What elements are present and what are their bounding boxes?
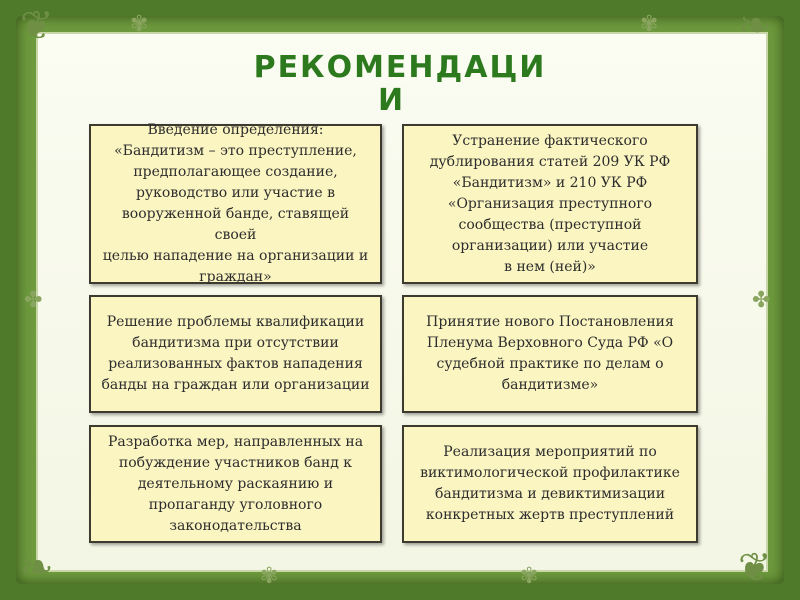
vine-icon: ✾ — [130, 12, 149, 37]
vine-icon: ✾ — [520, 564, 539, 589]
flourish-icon: ❧ — [20, 545, 54, 591]
recommendation-box: Разработка мер, направленных на побуждение участников банд к деятельному раскаянию и пропаганду уголовного законодательства — [89, 425, 382, 543]
recommendation-box: Реализация мероприятий по виктимологической профилактике бандитизма и девиктимизации конкретных жертв преступлений — [402, 425, 698, 543]
vine-icon: ✾ — [260, 564, 279, 589]
recommendation-box: Устранение фактического дублирования статей 209 УК РФ «Бандитизм» и 210 УК РФ «Организация преступного сообщества (преступной организации) или участие в нем (ней)» — [402, 124, 698, 284]
vine-icon: ✾ — [640, 12, 659, 37]
slide-title — [0, 50, 800, 118]
vine-icon: ✤ — [752, 288, 771, 313]
flourish-icon: ❦ — [738, 545, 772, 591]
flourish-icon: ❦ — [20, 3, 54, 49]
recommendation-box: Принятие нового Постановления Пленума Верховного Суда РФ «О судебной практике по делам о бандитизме» — [402, 295, 698, 413]
flourish-icon: ❧ — [738, 3, 772, 49]
slide-title-line1: РЕКОМЕНДАЦИ — [253, 50, 547, 85]
recommendation-box: Решение проблемы квалификации бандитизма при отсутствии реализованных фактов нападения банды на граждан или организации — [89, 295, 382, 413]
recommendation-box: Введение определения: «Бандитизм – это преступление, предполагающее создание, руководство или участие в вооруженной банде, ставящей своей целью нападение на организации и граждан» — [89, 124, 382, 284]
slide-title-line2: И — [378, 83, 406, 118]
vine-icon: ✤ — [24, 288, 43, 313]
